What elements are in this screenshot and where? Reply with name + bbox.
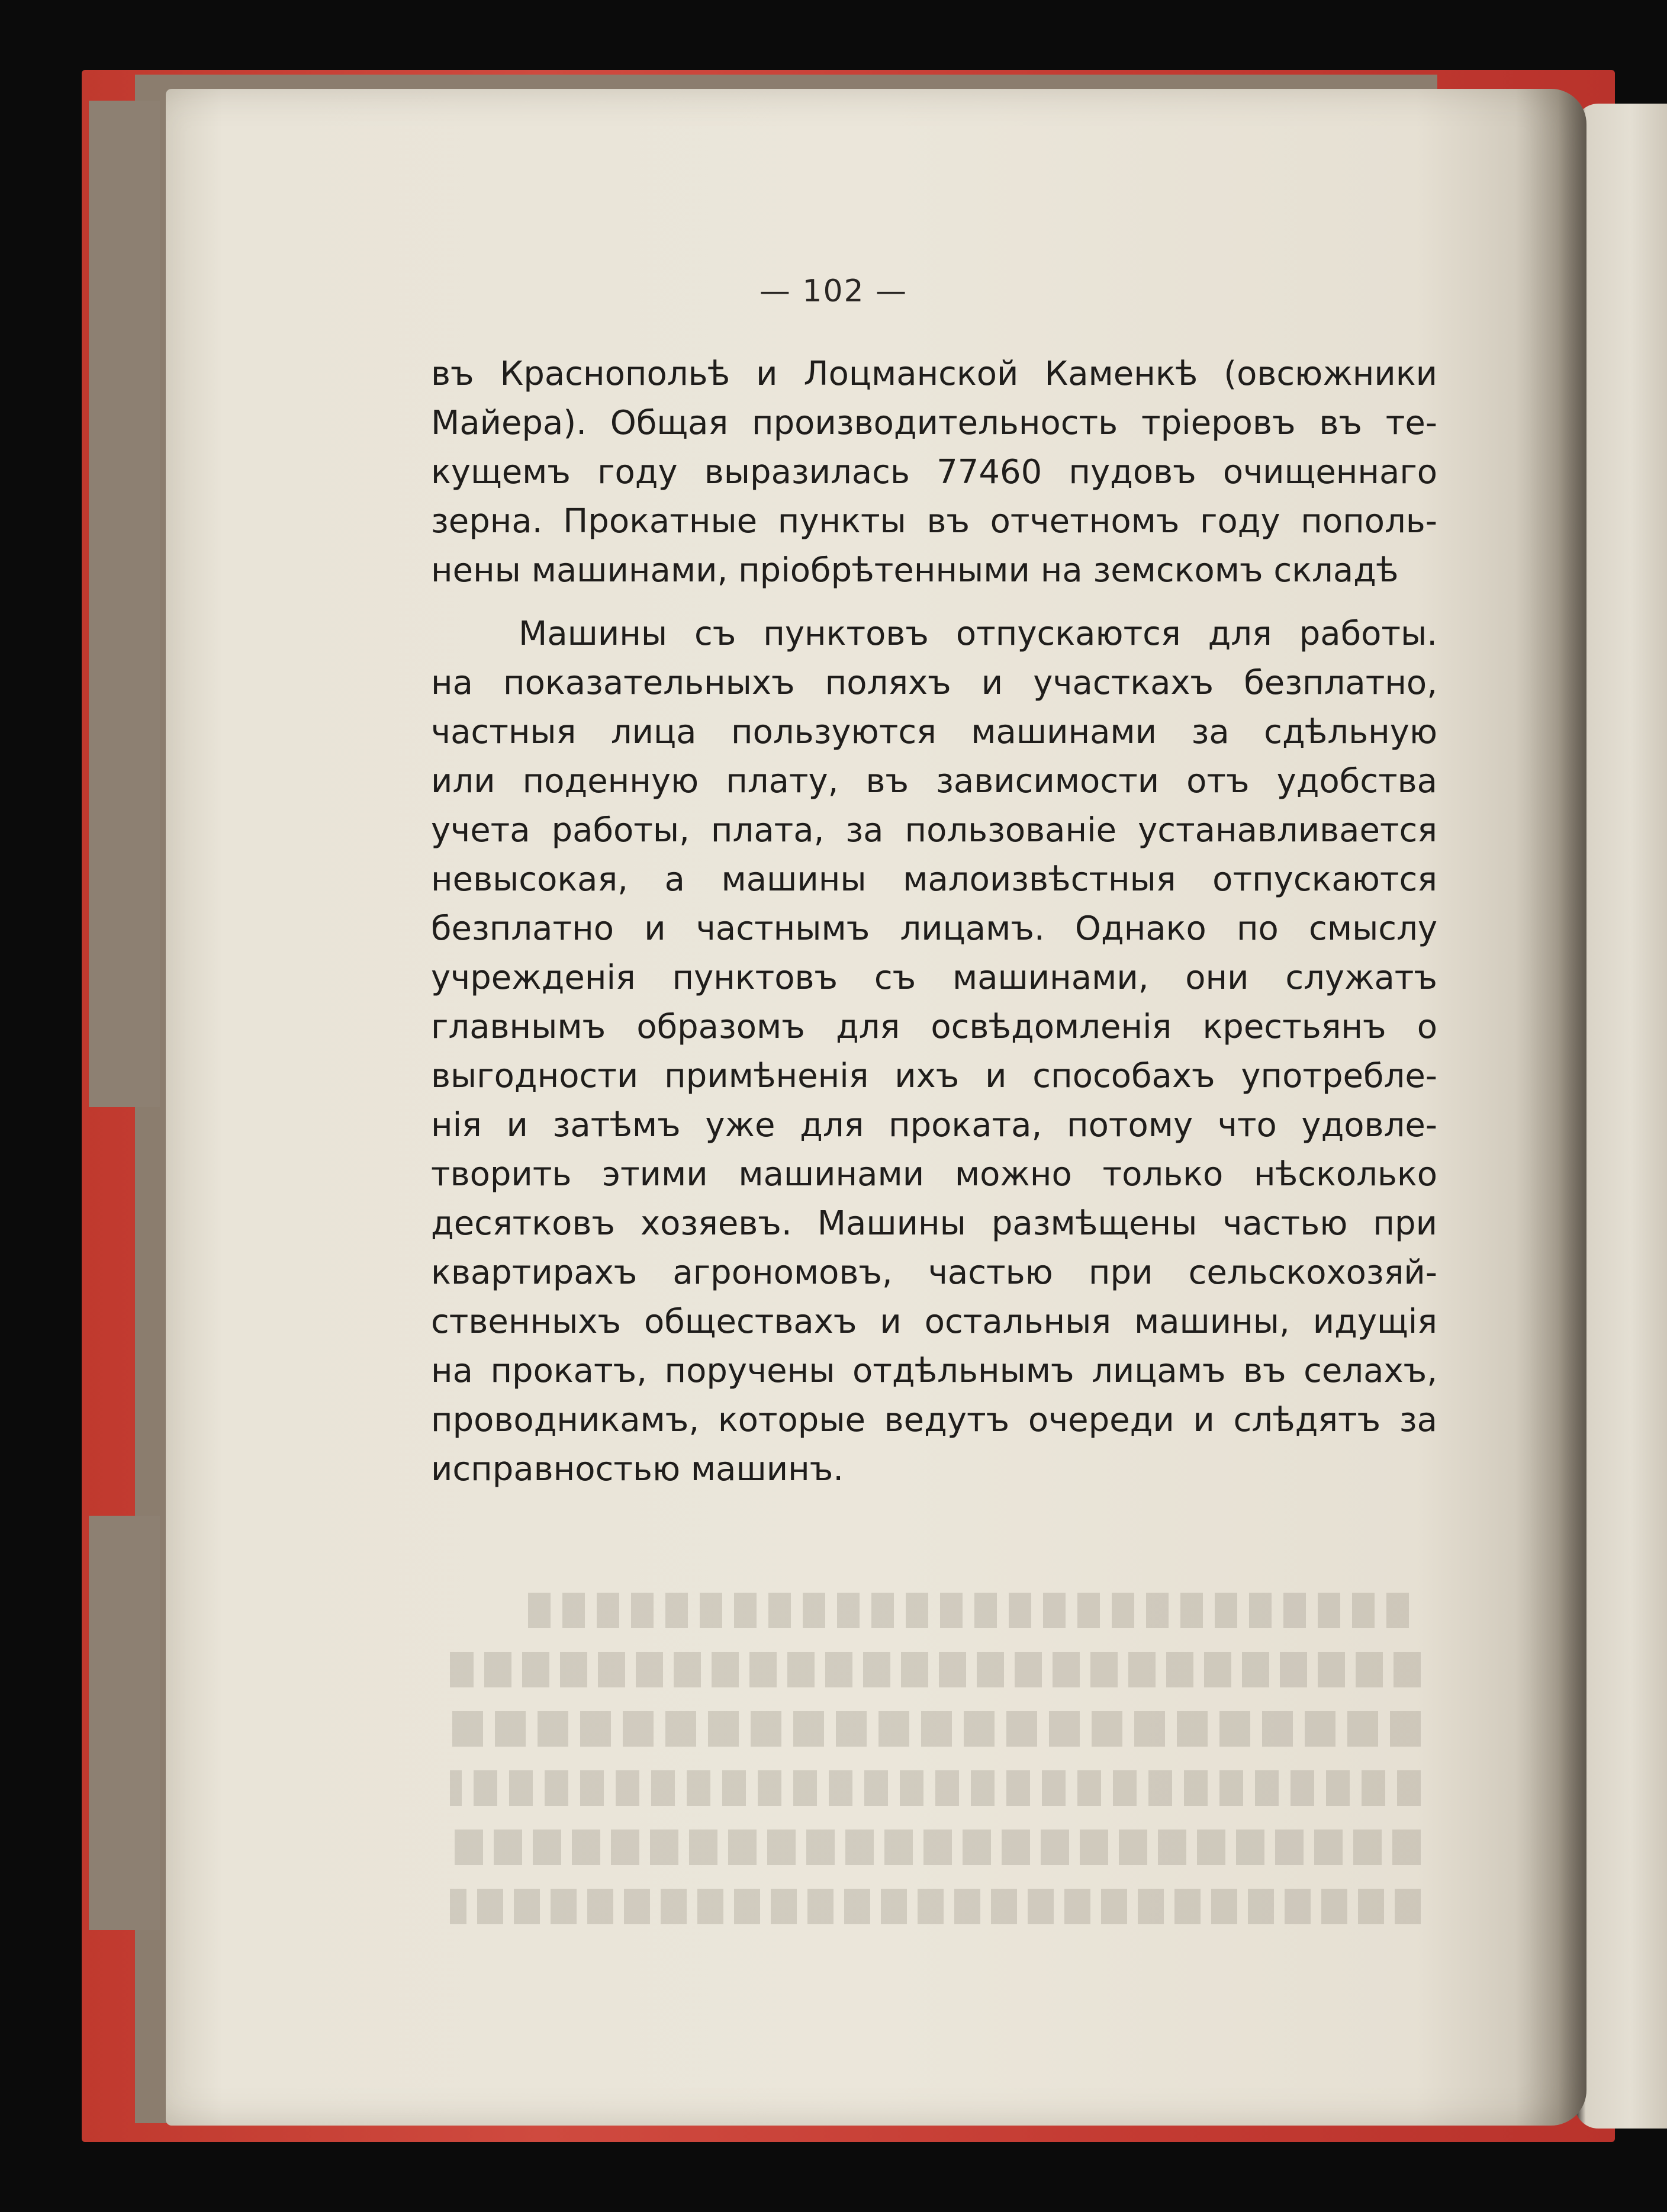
text-line: квартирахъ агрономовъ, частью при сельскохозяй- [431, 1253, 1437, 1292]
text-line: Майера). Общая производительность тріеровъ въ те- [431, 404, 1437, 442]
paragraph-1 [431, 349, 1437, 595]
text-line: десятковъ хозяевъ. Машины размѣщены частью при [431, 1204, 1437, 1243]
body-text [431, 349, 1437, 1494]
page-number: — 102 — [759, 274, 908, 309]
text-line: ственныхъ обществахъ и остальныя машины, идущія [431, 1303, 1437, 1341]
flyleaf-tab-upper [89, 101, 160, 1107]
page-gutter-shadow [1515, 89, 1586, 2126]
text-line: кущемъ году выразилась 77460 пудовъ очищеннаго [431, 453, 1437, 491]
text-line: творить этими машинами можно только нѣсколько [431, 1155, 1437, 1194]
text-line: нены машинами, пріобрѣтенными на земскомъ складѣ [431, 551, 1399, 590]
facing-page-edge [1575, 104, 1667, 2129]
text-line: частныя лица пользуются машинами за сдѣльную [431, 713, 1437, 751]
text-line: или поденную плату, въ зависимости отъ удобства [431, 762, 1437, 800]
flyleaf-tab-lower [89, 1516, 160, 1930]
text-line: исправностью машинъ. [431, 1450, 844, 1488]
text-line: въ Краснопольѣ и Лоцманской Каменкѣ (овсюжники [431, 355, 1437, 393]
text-line: учрежденія пунктовъ съ машинами, они служатъ [431, 959, 1437, 997]
text-line: проводникамъ, которые ведутъ очереди и слѣдятъ за [431, 1401, 1437, 1439]
text-line: зерна. Прокатные пункты въ отчетномъ году пополь- [431, 502, 1437, 541]
text-line: выгодности примѣненія ихъ и способахъ употребле- [431, 1057, 1437, 1095]
text-line: главнымъ образомъ для освѣдомленія крестьянъ о [431, 1008, 1437, 1046]
paragraph-2 [431, 609, 1437, 1494]
text-line: Машины съ пунктовъ отпускаются для работы. [519, 615, 1437, 653]
text-line: учета работы, плата, за пользованіе устанавливается [431, 811, 1437, 850]
text-line: невысокая, а машины малоизвѣстныя отпускаются [431, 860, 1437, 899]
paragraph-gap [431, 595, 1437, 609]
text-line: безплатно и частнымъ лицамъ. Однако по смыслу [431, 909, 1437, 948]
text-line: на показательныхъ поляхъ и участкахъ безплатно, [431, 664, 1437, 702]
text-line: на прокатъ, поручены отдѣльнымъ лицамъ въ селахъ, [431, 1352, 1437, 1390]
text-line: нія и затѣмъ уже для проката, потому что удовле- [431, 1106, 1437, 1144]
